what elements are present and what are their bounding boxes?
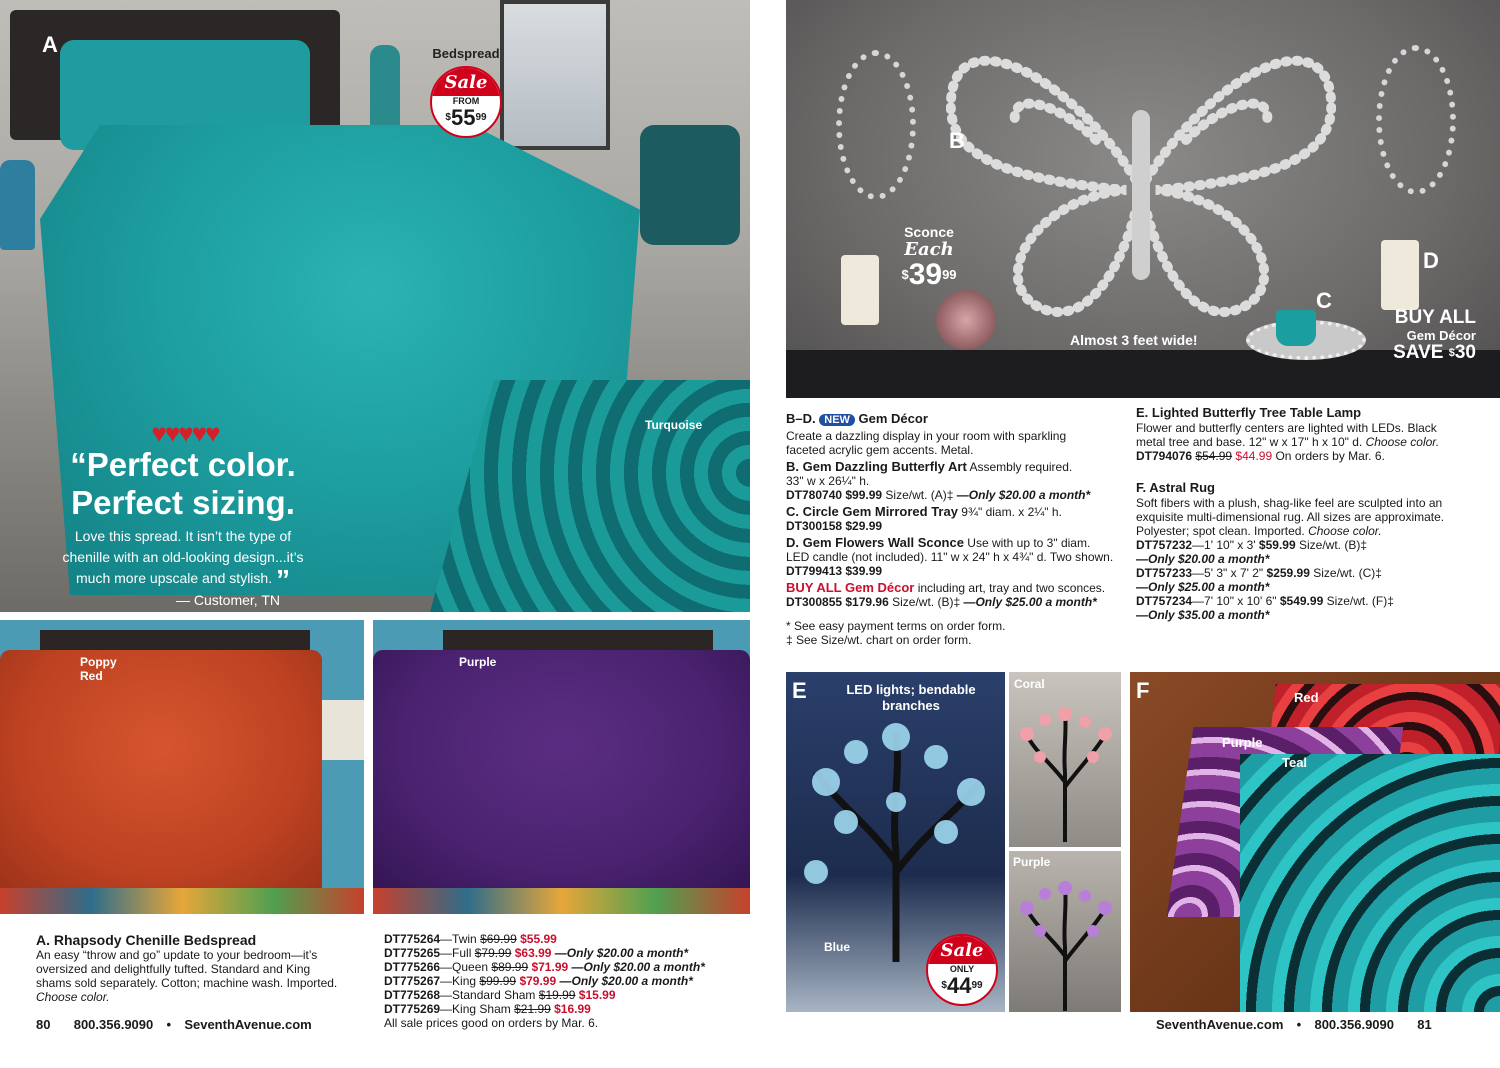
rug-description: F. Astral Rug Soft fibers with a plush, shag-like feel are sculpted into an exquisite multi-dimensional rug. All sizes are approximate. Polyester; spot clean. Imported. Choose color. DT757232—1' 10" x 3' $59.99 Size/wt. (B)‡ —Only $20.00 a month* DT757233—5' 3" x 7' 2" $259.99 Size/wt. (C)‡ —Only $25.00 a month* DT757234—7' 10" x 10' 6" $549.99 Size/wt. (F)‡ —Only $35.00 a month* bbox=[1136, 480, 1476, 622]
heart-rating: ♥♥♥♥♥ bbox=[151, 418, 219, 448]
candle-right bbox=[1381, 240, 1419, 310]
teal-cup bbox=[1276, 310, 1316, 346]
review-line-1: Love this spread. It isn’t the type of bbox=[74, 528, 292, 544]
rug-teal bbox=[1240, 754, 1500, 1012]
sku-row: DT775265—Full $79.99 $63.99 —Only $20.00 a month* bbox=[384, 946, 689, 960]
sku-row: DT775266—Queen $89.99 $71.99 —Only $20.00 a month* bbox=[384, 960, 705, 974]
vase bbox=[0, 160, 35, 250]
red-bedspread bbox=[0, 650, 322, 890]
photo-letter-c: C bbox=[1316, 288, 1332, 313]
bedspread-badge bbox=[418, 46, 514, 130]
sale-note: All sale prices good on orders by Mar. 6. bbox=[384, 1016, 599, 1030]
gem-decor-heading: B–D. NEW Gem Décor bbox=[786, 411, 928, 426]
sconce-right bbox=[1356, 35, 1476, 285]
badge-title: Bedspread bbox=[432, 46, 500, 61]
sale-badge-e: Sale ONLY $^{\$}44^{99}$ bbox=[926, 934, 998, 1006]
rug-title: F. Astral Rug bbox=[1136, 480, 1215, 495]
review-line-2: chenille with an old-looking design...it’s bbox=[62, 549, 304, 565]
lamp-description: E. Lighted Butterfly Tree Table Lamp Flower and butterfly centers are lighted with LEDs. Black metal tree and base. 12" w x 17" h x 10" d. Choose color. DT794076 $54.99 $44.99 On orders by Mar. 6. bbox=[1136, 405, 1476, 463]
page-number-80: 80 bbox=[36, 1017, 51, 1032]
photo-lamp-blue bbox=[786, 672, 1005, 1012]
rug-teal-label: Teal bbox=[1282, 755, 1308, 770]
sale-badge-a bbox=[430, 66, 502, 138]
rug-purple-label: Purple bbox=[1222, 735, 1263, 750]
photo-gem-decor bbox=[786, 0, 1500, 398]
purple-bedspread bbox=[373, 650, 750, 890]
quote-line-1: “Perfect color. bbox=[70, 446, 296, 483]
window bbox=[500, 0, 610, 150]
payment-note: * See easy payment terms on order form. bbox=[786, 619, 1006, 633]
sku-row: DT775267—King $99.99 $79.99 —Only $20.00 a month* bbox=[384, 974, 693, 988]
buy-all-callout: BUY ALL Gem Décor SAVE $30 bbox=[1393, 307, 1476, 363]
candle-left bbox=[841, 255, 879, 325]
review-block bbox=[38, 420, 328, 611]
lamp-title: E. Lighted Butterfly Tree Table Lamp bbox=[1136, 405, 1362, 420]
badge-price: $^{\$}55^{99}$ bbox=[445, 105, 487, 130]
badge-from: FROM bbox=[452, 96, 480, 106]
photo-letter-b: B bbox=[949, 128, 965, 153]
coral-tree bbox=[1015, 692, 1115, 842]
photo-purple-bedspread bbox=[373, 620, 750, 914]
poppy-red-label: Poppy Red bbox=[80, 655, 117, 683]
chair bbox=[640, 125, 740, 245]
turquoise-label: Turquoise bbox=[645, 418, 703, 432]
photo-poppy-red-bedspread bbox=[0, 620, 364, 914]
lamp-caption: LED lights; bendable branches bbox=[846, 682, 976, 713]
site-link-left[interactable]: SeventhAvenue.com bbox=[184, 1017, 312, 1032]
product-a-sku-list bbox=[384, 932, 744, 1030]
sku-row: DT775268—Standard Sham $19.99 $15.99 bbox=[384, 988, 616, 1002]
blue-label: Blue bbox=[824, 940, 851, 954]
rug-red-label: Red bbox=[1294, 690, 1319, 705]
photo-lamp-purple bbox=[1009, 851, 1121, 1012]
mirrored-tray-title: C. Circle Gem Mirrored Tray bbox=[786, 504, 958, 519]
butterfly-art-title: B. Gem Dazzling Butterfly Art bbox=[786, 459, 967, 474]
purple-tree bbox=[1015, 871, 1115, 1011]
photo-letter-f: F bbox=[1136, 678, 1150, 703]
badge-sale-text: Sale bbox=[432, 68, 500, 96]
buy-all-title: BUY ALL Gem Décor bbox=[786, 580, 915, 595]
sconce-price-callout: Sconce Each $^{\$}39^{99}$ bbox=[901, 224, 957, 291]
butterfly-art bbox=[946, 30, 1336, 330]
page-number-81: 81 bbox=[1417, 1017, 1432, 1032]
plant bbox=[936, 290, 996, 350]
right-footer: SeventhAvenue.com • 800.356.9090 81 bbox=[1156, 1017, 1432, 1032]
review-line-3: much more upscale and stylish. ” bbox=[76, 564, 290, 595]
butterfly-tree-blue bbox=[796, 712, 996, 962]
photo-astral-rug bbox=[1130, 672, 1500, 1012]
purple-lamp-label: Purple bbox=[1013, 855, 1051, 869]
sku-row: DT775264—Twin $69.99 $55.99 bbox=[384, 932, 557, 946]
photo-letter-e: E bbox=[792, 678, 807, 703]
phone-right[interactable]: 800.356.9090 bbox=[1314, 1017, 1394, 1032]
photo-lamp-coral bbox=[1009, 672, 1121, 847]
product-a-title: A. Rhapsody Chenille Bedspread bbox=[36, 932, 257, 948]
photo-letter-d: D bbox=[1423, 248, 1439, 273]
site-link-right[interactable]: SeventhAvenue.com bbox=[1156, 1017, 1284, 1032]
new-badge: NEW bbox=[819, 414, 855, 426]
coral-label: Coral bbox=[1014, 677, 1045, 691]
photo-letter-a: A bbox=[42, 32, 58, 57]
wall-sconce-title: D. Gem Flowers Wall Sconce bbox=[786, 535, 964, 550]
phone-left[interactable]: 800.356.9090 bbox=[73, 1017, 154, 1032]
gem-decor-description: B–D. NEW Gem Décor Create a dazzling display in your room with sparkling faceted acrylic gem accents. Metal. B. Gem Dazzling Butterfly Art Assembly required. 33" w x 26¼" h. DT780740 $99.99 Size/wt. (A)‡ —Only $20.00 a month* C. Circle Gem Mirrored Tray 9¾" diam. x 2¼" h. DT300158 $29.99 D. Gem Flowers Wall Sconce Use with up to 3" diam. LED candle (not included). 11" w x 24" h x 4¾" d. Two shown. DT799413 $39.99 BUY ALL Gem Décor including art, tray and two sconces. DT300855 $179.96 Size/wt. (B)‡ —Only $25.00 a month* * See easy payment terms on order form. ‡ See Size/wt. chart on order form. bbox=[786, 410, 1131, 647]
size-chart-note: ‡ See Size/wt. chart on order form. bbox=[786, 633, 972, 647]
review-author: — Customer, TN bbox=[176, 592, 280, 608]
close-quote: ” bbox=[275, 564, 290, 595]
sku-row: DT775269—King Sham $21.99 $16.99 bbox=[384, 1002, 591, 1016]
left-footer: 80 800.356.9090 • SeventhAvenue.com bbox=[36, 1017, 312, 1032]
width-note: Almost 3 feet wide! bbox=[1070, 332, 1198, 348]
purple-label: Purple bbox=[459, 655, 497, 669]
quote-line-2: Perfect sizing. bbox=[71, 484, 295, 521]
product-a-description: A. Rhapsody Chenille Bedspread An easy “throw and go” update to your bedroom—it’s oversized and delightfully tufted. Standard and King shams sold separately. Cotton; machine wash. Imported. Choose color. bbox=[36, 932, 376, 1004]
photo-turquoise-bedspread bbox=[0, 0, 750, 612]
